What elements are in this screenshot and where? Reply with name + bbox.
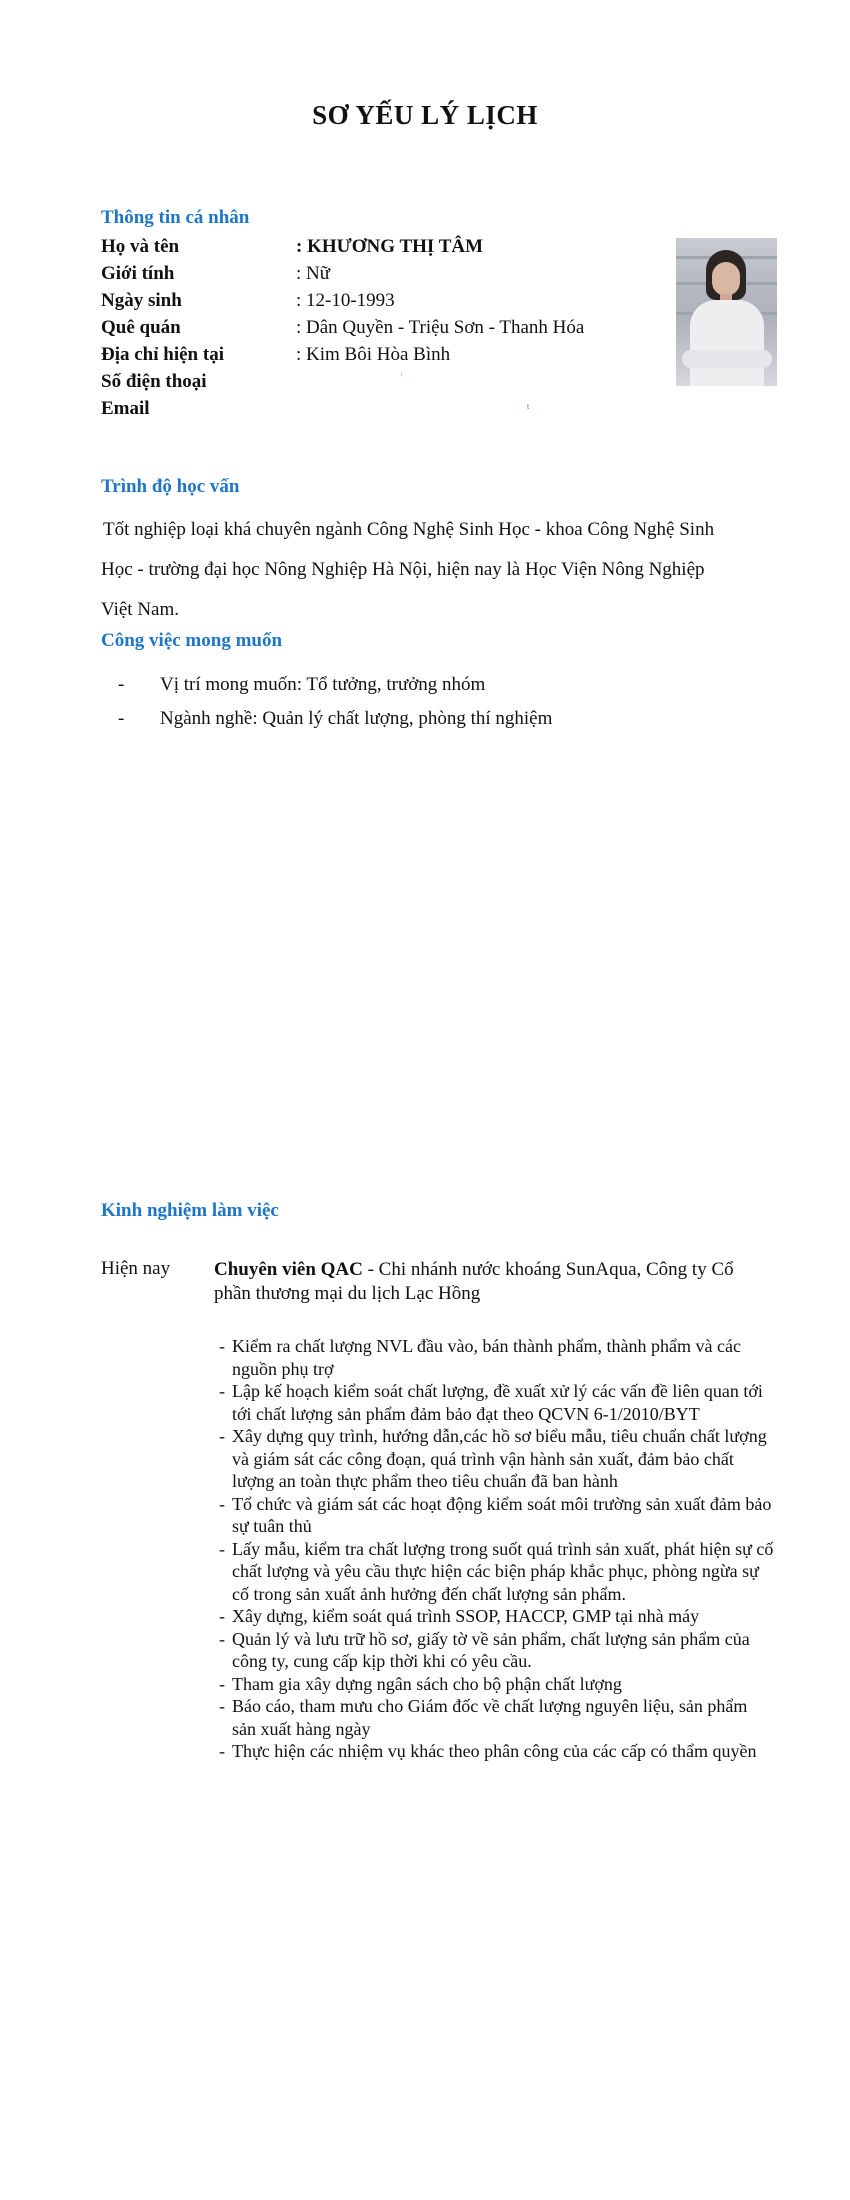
info-value: : Nữ [296, 263, 331, 284]
bullet-dash: - [219, 1696, 225, 1716]
bullet-dash: - [219, 1628, 225, 1649]
bullet-dash: - [219, 1606, 225, 1626]
bullet-dash: - [118, 708, 125, 729]
duty-item [214, 1538, 774, 1606]
duty-text: Tổ chức và giám sát các hoạt động kiểm soát môi trường sản xuất đảm bảo sự tuân thủ [232, 1493, 772, 1536]
duty-text: Xây dựng quy trình, hướng dẫn,các hồ sơ biểu mẫu, tiêu chuẩn chất lượng và giám sát các công đoạn, quá trình vận hành sản xuất, đảm bảo chất lượng an toàn thực phẩm theo tiêu chuẩn đã ban hành [232, 1426, 767, 1491]
duty-item [214, 1673, 774, 1696]
photo-face [712, 262, 740, 296]
info-label: Số điện thoại [101, 371, 207, 392]
duty-text: Tham gia xây dựng ngân sách cho bộ phận chất lượng [232, 1673, 622, 1694]
desired-job-text: Vị trí mong muốn: Tổ tưởng, trưởng nhóm [160, 674, 486, 695]
bullet-dash: - [219, 1741, 225, 1761]
education-heading: Trình độ học vấn [101, 476, 240, 497]
desired-job-heading: Công việc mong muốn [101, 630, 283, 651]
experience-position [214, 1258, 774, 1306]
duty-item [214, 1605, 774, 1628]
bullet-dash: - [118, 674, 125, 695]
photo-coat [690, 300, 764, 386]
desired-job-text: Ngành nghề: Quản lý chất lượng, phòng thí nghiệm [160, 708, 553, 729]
duty-text: Quản lý và lưu trữ hồ sơ, giấy tờ về sản phẩm, chất lượng sản phẩm của công ty, cung cấp kịp thời khi có yêu cầu. [232, 1628, 750, 1671]
experience-role: Chuyên viên QAC [214, 1259, 363, 1280]
page-title: SƠ YẾU LÝ LỊCH [312, 100, 538, 130]
duty-text: Lấy mẫu, kiểm tra chất lượng trong suốt quá trình sản xuất, phát hiện sự cố chất lượng và yêu cầu thực hiện các biện pháp khắc phục, phòng ngừa sự cố trong sản xuất ảnh hưởng đến chất lượng sản phẩm. [232, 1538, 774, 1604]
bullet-dash: - [219, 1336, 225, 1356]
duty-text: Báo cáo, tham mưu cho Giám đốc về chất lượng nguyên liệu, sản phẩm sản xuất hàng ngày [232, 1696, 748, 1739]
duty-text: Kiểm ra chất lượng NVL đầu vào, bán thành phẩm, thành phẩm và các nguồn phụ trợ [232, 1336, 741, 1379]
info-label: Giới tính [101, 263, 175, 284]
experience-duties-list [214, 1335, 774, 1763]
experience-company: - Chi nhánh nước khoáng SunAqua, Công ty Cổ phần thương mại du lịch Lạc Hồng [214, 1259, 734, 1304]
photo-arm [682, 350, 772, 368]
personal-info-heading: Thông tin cá nhân [101, 207, 250, 228]
education-text: Tốt nghiệp loại khá chuyên ngành Công Nghệ Sinh Học - khoa Công Nghệ Sinh Học - trường đại học Nông Nghiệp Hà Nội, hiện nay là Học Viện Nông Nghiệp Việt Nam. [101, 519, 715, 620]
info-label: Quê quán [101, 317, 181, 338]
bullet-dash: - [219, 1493, 225, 1514]
bullet-dash: - [219, 1426, 225, 1446]
experience-heading: Kinh nghiệm làm việc [101, 1200, 279, 1221]
duty-text: Thực hiện các nhiệm vụ khác theo phân công của các cấp có thẩm quyền [232, 1741, 757, 1761]
info-value: : KHƯƠNG THỊ TÂM [296, 236, 484, 257]
duty-item [214, 1425, 774, 1493]
info-label: Địa chỉ hiện tại [101, 344, 224, 365]
phone-link-mark[interactable]: ' [401, 372, 403, 381]
profile-photo [676, 238, 777, 386]
info-label: Họ và tên [101, 236, 180, 257]
duty-item [214, 1493, 774, 1538]
duty-text: Xây dựng, kiểm soát quá trình SSOP, HACCP, GMP tại nhà máy [232, 1606, 700, 1626]
duty-item [214, 1380, 774, 1425]
duty-text: Lập kế hoạch kiểm soát chất lượng, đề xuất xử lý các vấn đề liên quan tới tới chất lượng sản phẩm đảm bảo đạt theo QCVN 6-1/2010/BYT [232, 1381, 763, 1424]
bullet-dash: - [219, 1538, 225, 1559]
bullet-dash: - [219, 1673, 225, 1694]
info-value: : Kim Bôi Hòa Bình [296, 344, 451, 365]
duty-item [214, 1335, 774, 1380]
duty-item [214, 1628, 774, 1673]
info-label: Email [101, 398, 150, 419]
duty-item [214, 1695, 774, 1740]
email-link-mark[interactable]: t [527, 402, 530, 411]
info-value: : 12-10-1993 [296, 290, 395, 311]
info-label: Ngày sinh [101, 290, 182, 311]
bullet-dash: - [219, 1381, 225, 1401]
info-value: : Dân Quyền - Triệu Sơn - Thanh Hóa [296, 317, 585, 338]
experience-period: Hiện nay [101, 1258, 171, 1279]
duty-item [214, 1740, 774, 1763]
